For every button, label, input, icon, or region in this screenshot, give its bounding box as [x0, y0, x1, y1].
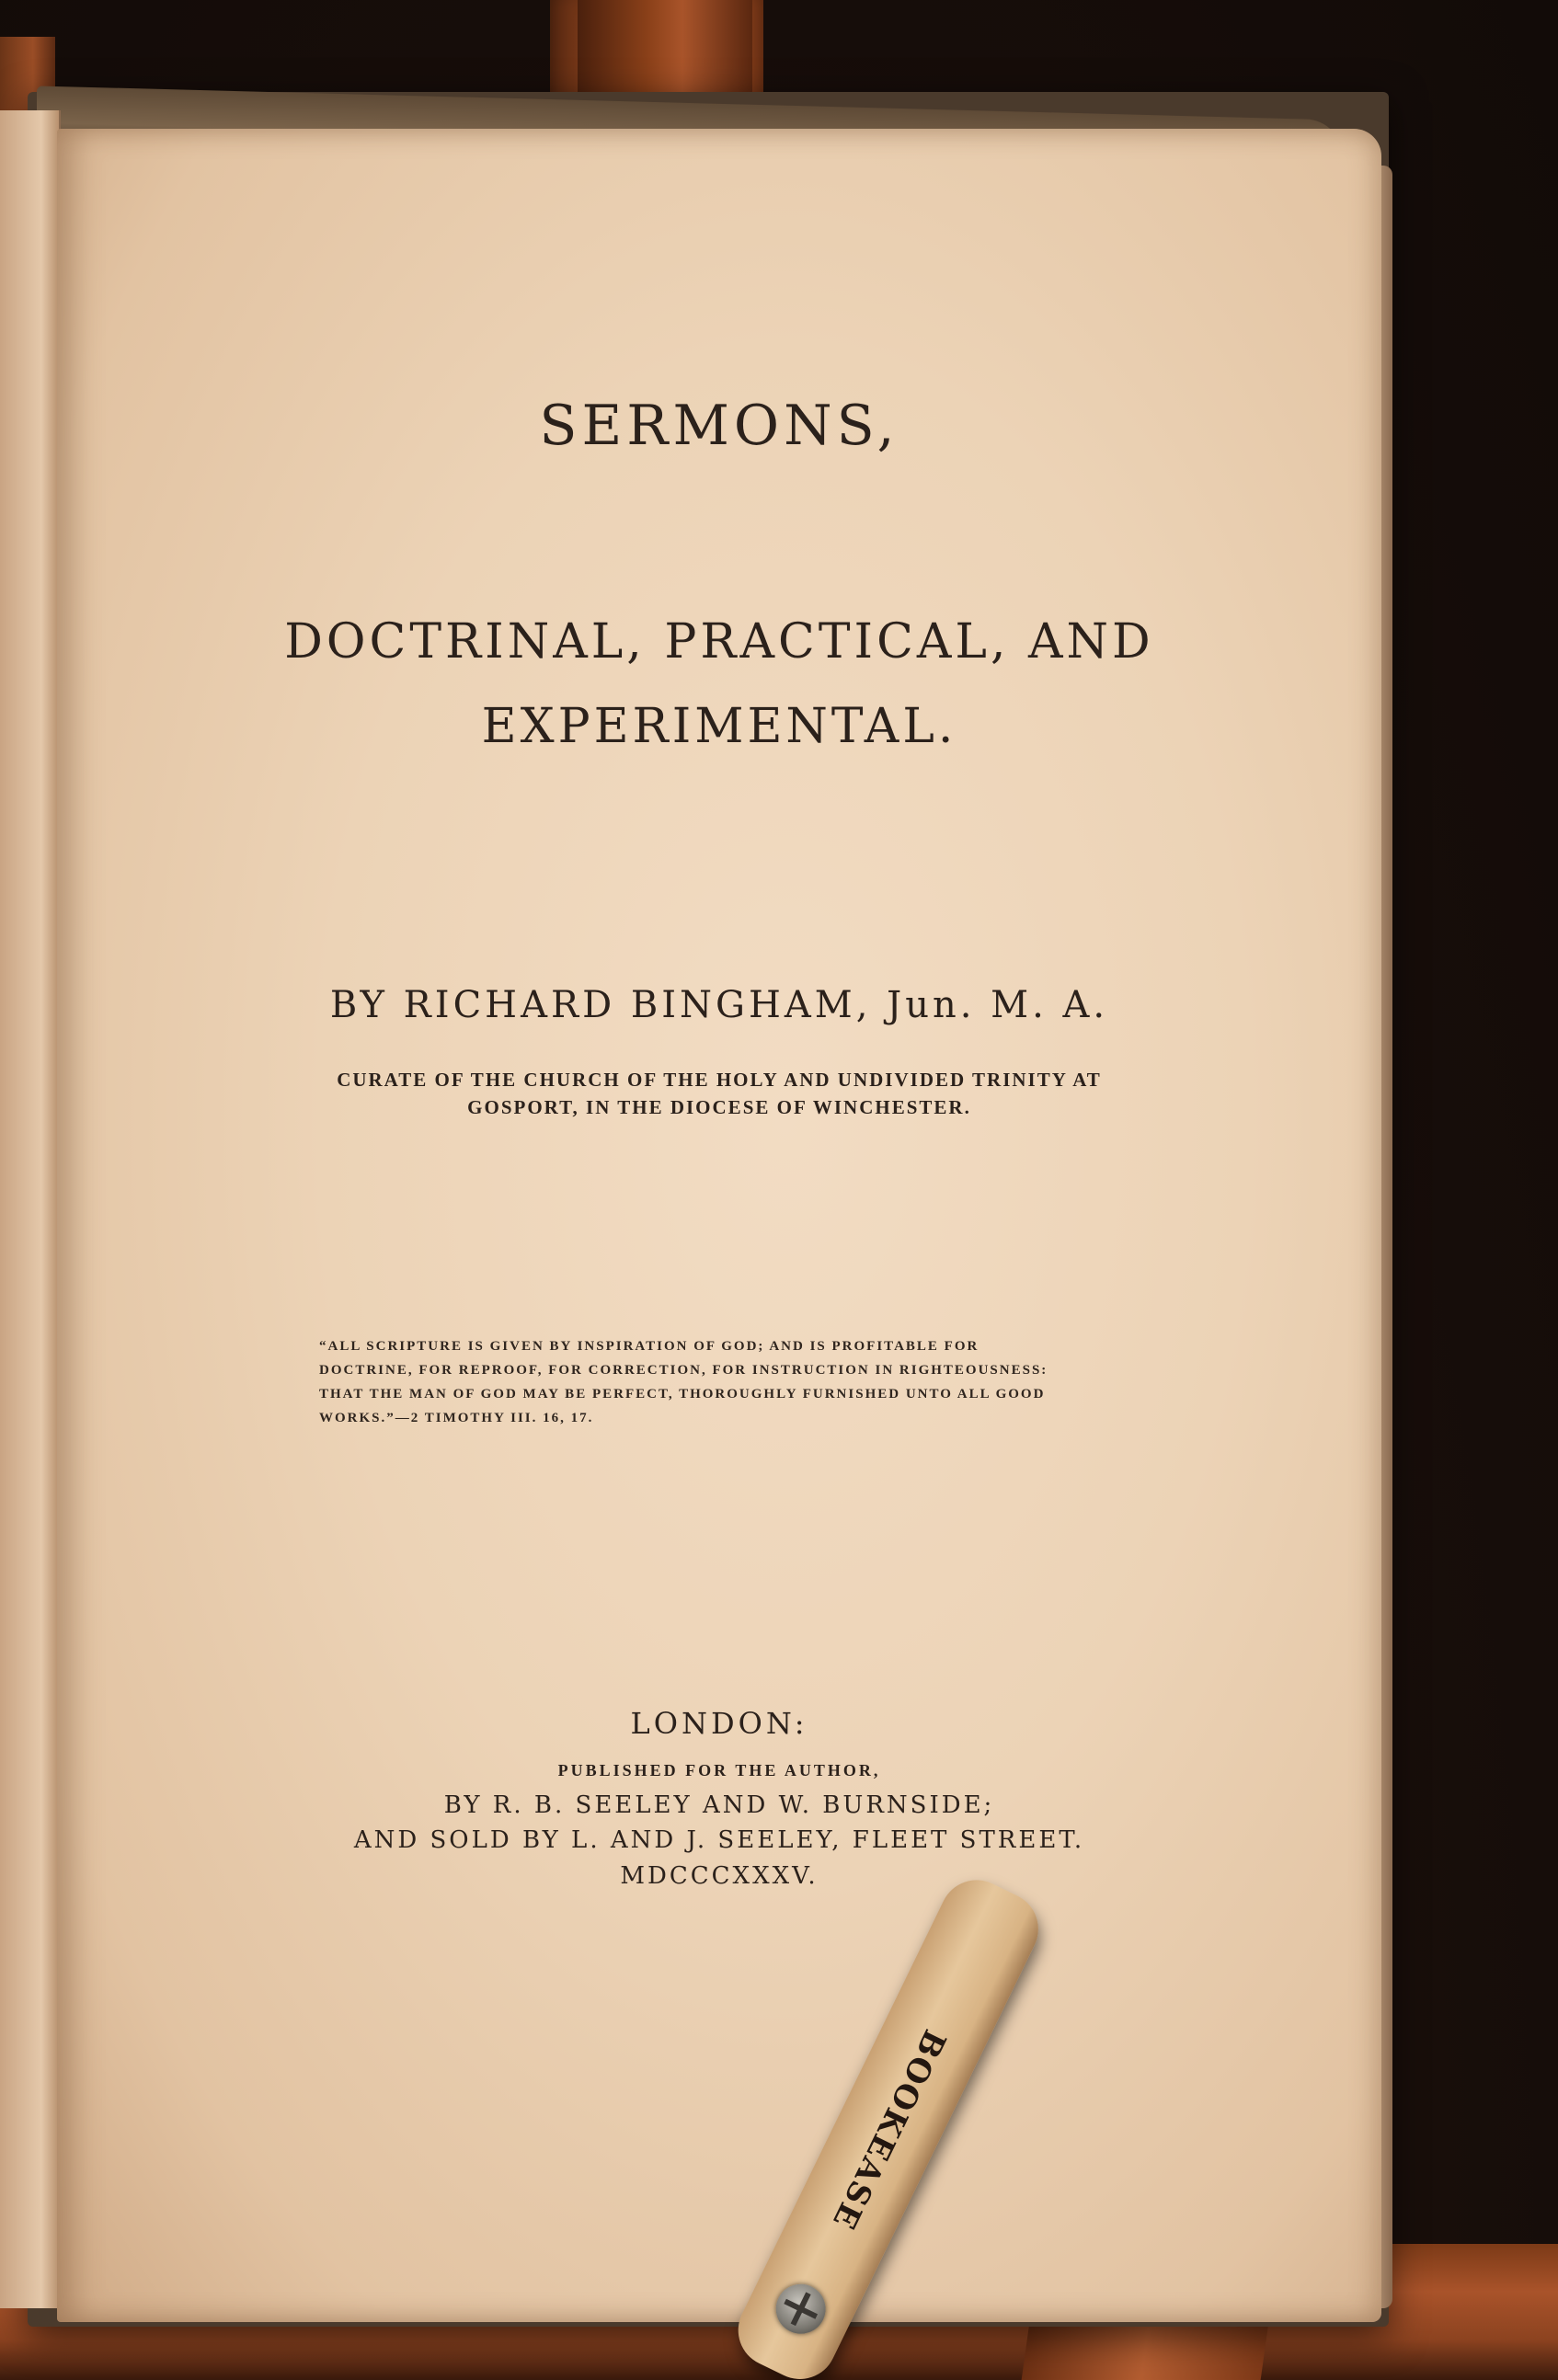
epigraph-line: “ALL SCRIPTURE IS GIVEN BY INSPIRATION OF GOD; AND IS PROFITABLE FOR: [319, 1339, 979, 1354]
book-subtitle-line-1: DOCTRINAL, PRACTICAL, AND: [284, 614, 1154, 669]
epigraph-line: THAT THE MAN OF GOD MAY BE PERFECT, THOROUGHLY FURNISHED UNTO ALL GOOD: [319, 1387, 1046, 1402]
author-line: BY RICHARD BINGHAM, Jun. M. A.: [329, 984, 1109, 1026]
screw-icon: [768, 2276, 834, 2342]
bookmark-brand: BOOKEASE: [823, 2023, 953, 2236]
imprint-published: PUBLISHED FOR THE AUTHOR,: [557, 1761, 881, 1779]
imprint-date: MDCCCXXXV.: [620, 1862, 819, 1890]
curate-line-2: GOSPORT, IN THE DIOCESE OF WINCHESTER.: [467, 1096, 971, 1118]
curate-line-1: CURATE OF THE CHURCH OF THE HOLY AND UNDIVIDED TRINITY AT: [337, 1069, 1102, 1091]
imprint-sellers: AND SOLD BY L. AND J. SEELEY, FLEET STREET.: [353, 1826, 1085, 1854]
imprint-place: LONDON:: [630, 1706, 808, 1741]
title-page-text: [57, 129, 1381, 2322]
imprint-publishers: BY R. B. SEELEY AND W. BURNSIDE;: [443, 1791, 995, 1819]
left-page: [0, 110, 61, 2308]
epigraph-line: DOCTRINE, FOR REPROOF, FOR CORRECTION, FOR INSTRUCTION IN RIGHTEOUSNESS:: [319, 1363, 1048, 1378]
book-title: SERMONS,: [539, 394, 899, 458]
epigraph-line: WORKS.”—2 TIMOTHY III. 16, 17.: [319, 1411, 594, 1425]
book-subtitle-line-2: EXPERIMENTAL.: [481, 699, 957, 754]
